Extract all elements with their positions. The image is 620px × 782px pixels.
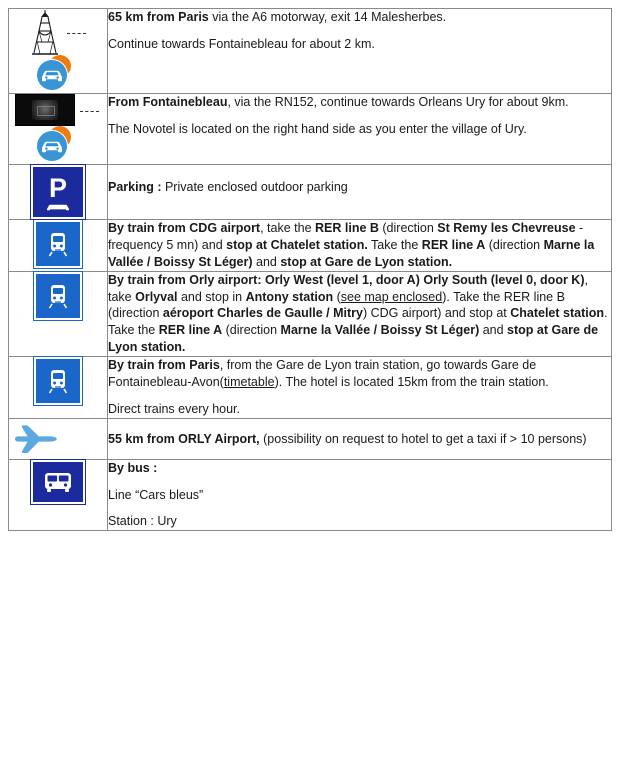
text-segment: Station : Ury <box>108 514 177 529</box>
text-cell-train-from-cdg <box>108 220 612 272</box>
train-sign-icon <box>34 272 82 320</box>
paragraph <box>108 431 611 448</box>
paragraph <box>108 357 611 391</box>
text-segment: Private enclosed outdoor parking <box>161 180 348 194</box>
text-segment: - frequency 5 mn) and <box>108 221 584 252</box>
bus-sign-icon <box>31 460 85 504</box>
icon-cell-parking <box>9 165 108 220</box>
train-sign-icon <box>34 220 82 268</box>
dash-connector: ---- <box>66 24 88 40</box>
paragraph <box>108 460 611 477</box>
text-segment: RER line A <box>158 323 223 338</box>
icon-cell-photo-car <box>9 94 108 165</box>
table-row <box>9 357 612 419</box>
text-segment: , take <box>108 272 588 304</box>
text-segment: 55 km from ORLY Airport, <box>108 431 260 446</box>
car-badge-icon <box>30 124 86 164</box>
icon-cell-bus <box>9 459 108 531</box>
text-segment: Marne la Vallée / Boissy St Léger) <box>280 323 480 338</box>
text-segment: Orlyval <box>135 289 178 304</box>
table-row <box>9 9 612 94</box>
text-segment: The Novotel is located on the right hand side as you enter the village of Ury. <box>108 121 527 136</box>
text-segment: . Take the <box>108 306 608 338</box>
text-segment: ). Take the RER line B (direction <box>108 289 565 321</box>
train-glyph-icon <box>44 367 72 395</box>
paragraph <box>108 487 611 504</box>
paragraph <box>108 179 611 196</box>
paragraph <box>108 220 611 271</box>
text-cell-from-orly-airport <box>108 418 612 459</box>
train-icon-wrap <box>9 220 107 268</box>
text-segment: 65 km from Paris <box>108 10 209 24</box>
car-glyph-icon <box>45 202 71 211</box>
text-segment: (direction <box>378 221 438 235</box>
airplane-icon <box>9 419 65 459</box>
text-segment: ). The hotel is located 15km from the train station. <box>274 374 549 389</box>
paragraph <box>108 121 611 138</box>
bus-glyph-icon <box>41 469 75 495</box>
timetable-link[interactable]: timetable <box>223 374 275 389</box>
text-segment: RER line A <box>421 237 486 252</box>
table-row <box>9 220 612 272</box>
text-segment: aéroport Charles de Gaulle / Mitry <box>162 306 363 321</box>
text-segment: Chatelet station <box>510 306 604 321</box>
text-segment: , take the <box>260 221 316 235</box>
paragraph <box>108 272 611 356</box>
text-segment: From Fontainebleau <box>108 95 228 109</box>
train-glyph-icon <box>44 230 72 258</box>
icon-cell-train-paris <box>9 357 108 419</box>
text-segment: (direction <box>222 323 281 338</box>
train-sign-icon <box>34 357 82 405</box>
paragraph <box>108 36 611 53</box>
paragraph <box>108 9 611 26</box>
icon-cell-train-cdg <box>9 220 108 272</box>
text-segment: By train from Orly airport: Orly West (level 1, door A) Orly South (level 0, door K) <box>108 272 585 287</box>
text-segment: Marne la Vallée / Boissy St Léger) <box>108 237 595 269</box>
table-row <box>9 165 612 220</box>
icon-cell-train-orly <box>9 271 108 356</box>
parking-sign-icon <box>31 165 85 219</box>
train-glyph-icon <box>44 282 72 310</box>
text-cell-train-from-orly <box>108 271 612 356</box>
text-segment: stop at Gare de Lyon station. <box>280 254 453 269</box>
text-segment: , from the Gare de Lyon train station, go towards Gare de Fontainebleau-Avon( <box>108 358 537 389</box>
see-map-enclosed-link[interactable]: see map enclosed <box>340 289 443 304</box>
dash-connector: ---- <box>79 102 101 118</box>
paragraph <box>108 401 611 418</box>
photo-thumbnail-icon <box>15 94 75 126</box>
train-icon-wrap <box>9 272 107 320</box>
photo-thumbnail-and-car-icon <box>9 94 107 164</box>
text-segment: via the A6 motorway, exit 14 Malesherbes. <box>208 10 447 24</box>
table-row <box>9 459 612 531</box>
eiffel-tower-and-car-icon <box>9 9 107 93</box>
text-segment: By bus : <box>108 460 158 475</box>
airplane-glyph-icon <box>11 422 63 456</box>
bus-icon-wrap <box>9 460 107 504</box>
text-segment: Take the <box>367 237 422 252</box>
text-segment: By train from CDG airport <box>108 221 261 235</box>
text-segment: stop at Gare de Lyon station. <box>108 323 599 355</box>
text-segment: Antony station <box>245 289 334 304</box>
text-cell-by-car-from-paris <box>108 9 612 94</box>
text-segment: Line “Cars bleus” <box>108 487 204 502</box>
text-segment: ) CDG airport) and stop at <box>362 306 511 321</box>
text-segment: and <box>252 254 281 269</box>
icon-cell-airplane <box>9 418 108 459</box>
icon-cell-eiffel-car <box>9 9 108 94</box>
parking-icon-wrap <box>9 165 107 219</box>
text-cell-from-fontainebleau <box>108 94 612 165</box>
table-row <box>9 94 612 165</box>
text-segment: stop at Chatelet station. <box>226 237 368 252</box>
text-segment: Parking : <box>108 180 162 194</box>
text-segment: and <box>479 323 508 338</box>
paragraph <box>108 513 611 530</box>
text-segment: ( <box>333 289 341 304</box>
text-segment: Direct trains every hour. <box>108 401 240 416</box>
text-cell-train-from-paris <box>108 357 612 419</box>
text-segment: (direction <box>485 237 544 252</box>
text-segment: , via the RN152, continue towards Orleans Ury for about 9km. <box>227 95 569 109</box>
eiffel-tower-icon <box>28 9 62 55</box>
text-segment: (possibility on request to hotel to get a taxi if > 10 persons) <box>259 431 587 446</box>
access-directions-table <box>8 8 612 531</box>
text-segment: RER line B <box>315 221 379 235</box>
text-segment: St Remy les Chevreuse <box>437 221 576 235</box>
train-icon-wrap <box>9 357 107 405</box>
text-segment: Continue towards Fontainebleau for about 2 km. <box>108 36 375 51</box>
eiffel-row <box>28 9 87 55</box>
text-cell-by-bus <box>108 459 612 531</box>
table-row <box>9 418 612 459</box>
paragraph <box>108 94 611 111</box>
car-badge-icon <box>30 53 86 93</box>
text-cell-parking <box>108 165 612 220</box>
table-row <box>9 271 612 356</box>
text-segment: and stop in <box>177 289 246 304</box>
parking-letter: P <box>48 172 67 203</box>
photo-row <box>15 94 100 126</box>
text-segment: By train from Paris <box>108 358 220 372</box>
